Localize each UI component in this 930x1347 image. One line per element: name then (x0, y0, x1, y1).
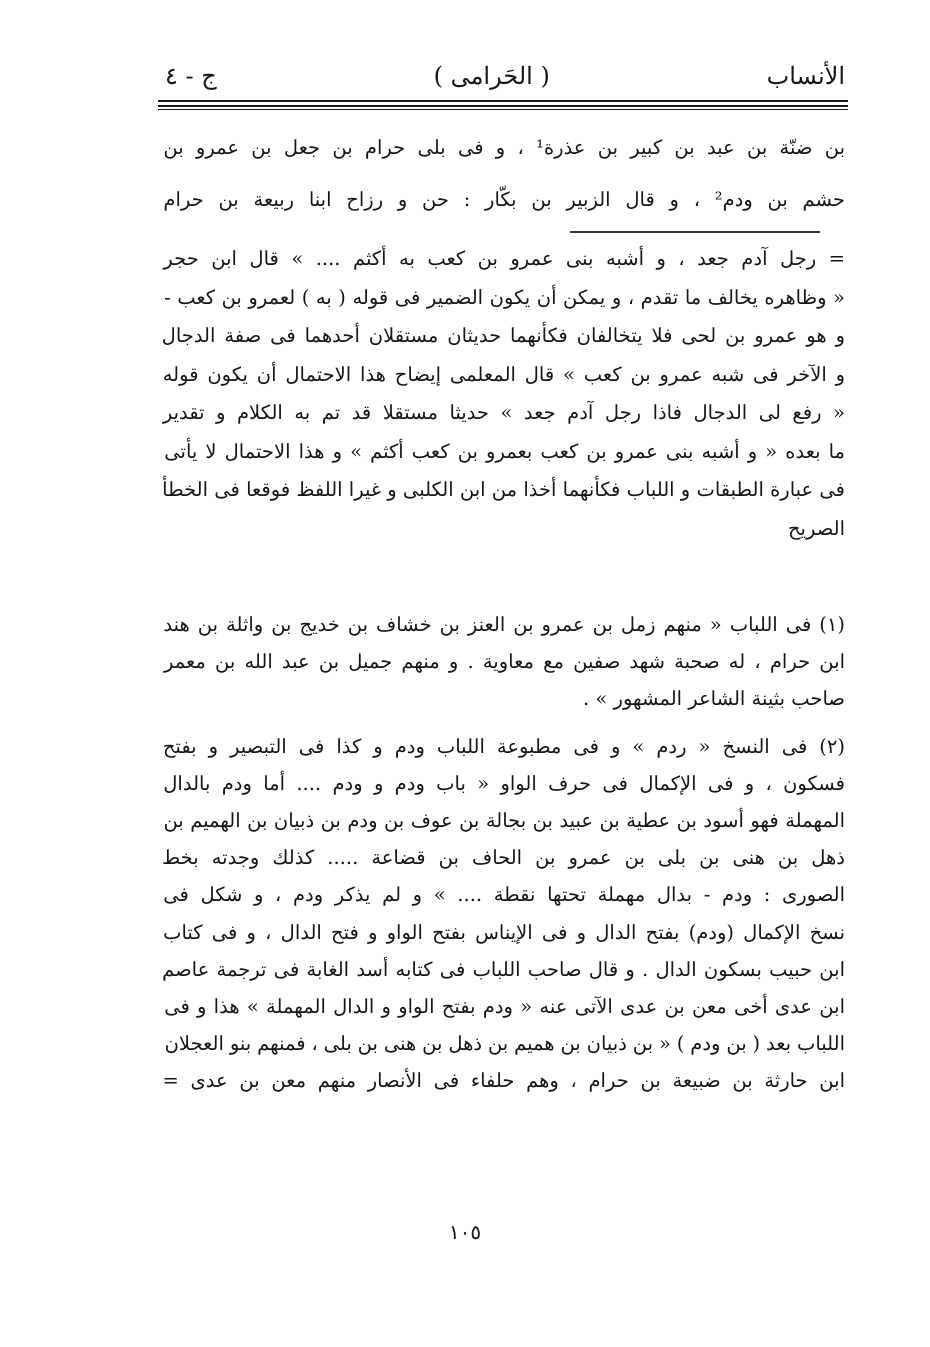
footnote-line: « وظاهره يخالف ما تقدم ، و يمكن أن يكون الضمير فى قوله ( به ) لعمرو بن كعب - (164, 285, 845, 309)
footnote-2-line: فسكون ، و فى الإكمال فى حرف الواو « باب ودم و ودم .... أما ودم بالدال (163, 771, 845, 795)
header-book-title: الأنساب (766, 62, 845, 90)
footnote-2-line: اللباب بعد ( بن ودم ) « بن ذبيان بن هميم بن ذهل بن هنى بن بلى ، فمنهم بنو العجلان (164, 1032, 845, 1056)
footnote-1-line: (١) فى اللباب « منهم زمل بن عمرو بن العنز بن خشاف بن خديج بن واثلة بن هند (163, 613, 845, 636)
main-text-line: حشم بن ودم² ، و قال الزبير بن بكّار : حن و رزاح ابنا ربيعة بن حرام (163, 188, 845, 211)
footnote-2-line: نسخ الإكمال (ودم) بفتح الدال و فى الإيناس بفتح الواو و فتح الدال ، و فى كتاب (163, 920, 845, 944)
footnote-continuation (155, 240, 845, 548)
footnote-2-line: ابن حارثة بن ضبيعة بن حرام ، وهم حلفاء فى الأنصار منهم معن بن عدى = (162, 1069, 845, 1093)
main-text (155, 122, 845, 226)
header-rule-top (158, 100, 848, 102)
footnote-2-line: ذهل بن هنى بن بلى بن عمرو بن الحاف بن قضاعة ..... كذلك وجدته بخط (162, 846, 845, 870)
footnote-line: ما بعده « و أشبه بنى عمرو بن كعب بعمرو بن كعب أكثم » و هذا الاحتمال لا يأتى (164, 439, 845, 463)
footnote-1-line: صاحب بثينة الشاعر المشهور » . (583, 687, 845, 711)
footnote-line: الصريح (787, 516, 845, 540)
footnote-gap (155, 718, 845, 728)
footnote-2-line: (٢) فى النسخ « ردم » و فى مطبوعة اللباب ودم و كذا فى التبصير و بفتح (162, 734, 845, 758)
footnote-line: و هو عمرو بن لحى فلا يتخالفان فكأنهما حديثان مستقلان أحدهما فى صفة الدجال (161, 324, 845, 347)
footnote-2-line: الصورى : ودم - بدال مهملة تحتها نقطة .... » و لم يذكر ودم ، و شكل فى (163, 883, 845, 907)
footnote-line: فى عبارة الطبقات و اللباب فكأنهما أخذا من ابن الكلبى و غيرا اللفظ فوقعا فى الخطأ (162, 478, 845, 501)
footnote-separator (570, 231, 820, 233)
footnote-line: و الآخر فى شبه عمرو بن كعب » قال المعلمى إيضاح هذا الاحتمال أن يكون قوله (162, 362, 845, 386)
footnote-1-line: ابن حرام ، له صحبة شهد صفين مع معاوية . و منهم جميل بن عبد الله بن معمر (163, 650, 845, 674)
footnote-line: = رجل آدم جعد ، و أشبه بنى عمرو بن كعب به أكثم .... » قال ابن حجر (163, 247, 845, 270)
footnote-line: « رفع لى الدجال فاذا رجل آدم جعد » حديثا مستقلا قد تم به الكلام و تقدير (162, 401, 845, 424)
footnote-2-line: ابن عدى أخى معن بن عدى الآتى عنه « ودم بفتح الواو و الدال المهملة » هذا و فى (164, 994, 845, 1018)
header-volume: ج - ٤ (165, 62, 217, 90)
page-header (165, 56, 845, 96)
main-text-line: بن ضنّة بن عبد بن كبير بن عذرة¹ ، و فى بلى حرام بن جعل بن عمرو بن (163, 136, 845, 159)
footnote-2-line: المهملة فهو أسود بن عطية بن عبيد بن بجالة بن عوف بن ودم بن ذبيان بن الهميم بن (163, 808, 845, 832)
header-rule-bottom (158, 109, 848, 110)
footnotes (155, 606, 845, 1099)
header-section-title: ( الحَرامى ) (433, 62, 550, 90)
header-rule-middle (158, 105, 848, 107)
footnote-2-line: ابن حبيب بسكون الدال . و قال صاحب اللباب فى كتابه أسد الغابة فى ترجمة عاصم (162, 957, 845, 981)
page-number: ١٠٥ (448, 1220, 482, 1244)
